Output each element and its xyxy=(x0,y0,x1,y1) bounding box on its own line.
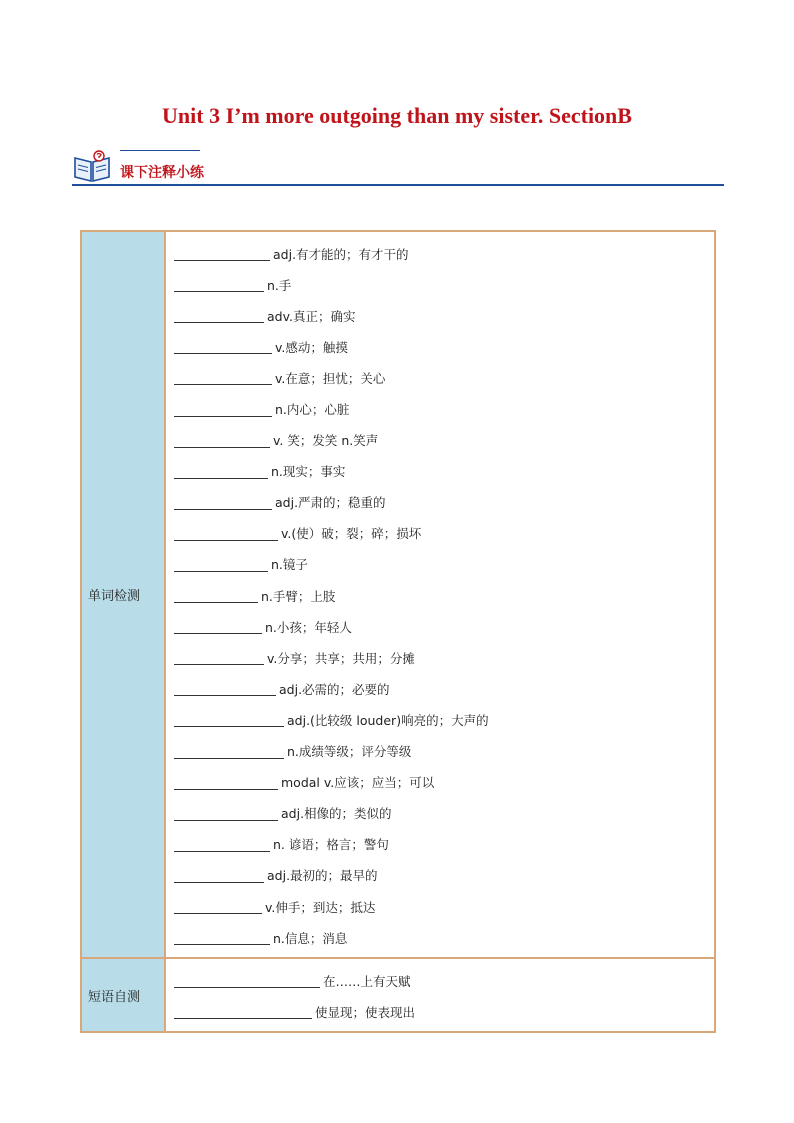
answer-blank[interactable] xyxy=(174,973,320,988)
item-definition: adj.必需的；必要的 xyxy=(279,681,390,697)
answer-blank[interactable] xyxy=(174,464,268,479)
answer-blank[interactable] xyxy=(174,930,270,945)
vocab-item xyxy=(174,300,714,331)
item-definition: v.感动；触摸 xyxy=(275,339,348,355)
vocab-row xyxy=(81,231,715,958)
answer-blank[interactable] xyxy=(174,744,284,759)
vocab-item xyxy=(174,269,714,300)
vocab-item xyxy=(174,393,714,424)
item-definition: v.分享；共享；共用；分摊 xyxy=(267,650,415,666)
answer-blank[interactable] xyxy=(174,775,278,790)
item-definition: adj.相像的；类似的 xyxy=(281,806,392,822)
header-underline xyxy=(72,184,724,186)
item-definition: modal v.应该；应当；可以 xyxy=(281,775,435,791)
item-definition: adj.严肃的；稳重的 xyxy=(275,495,386,511)
vocab-item xyxy=(174,580,714,611)
answer-blank[interactable] xyxy=(174,837,270,852)
vocab-item xyxy=(174,798,714,829)
item-definition: n.手 xyxy=(267,277,292,293)
item-definition: adj.最初的；最早的 xyxy=(267,868,378,884)
item-definition: v.伸手；到达；抵达 xyxy=(265,899,376,915)
answer-blank[interactable] xyxy=(174,868,264,883)
vocab-item xyxy=(174,518,714,549)
phrase-row xyxy=(81,958,715,1032)
vocab-item xyxy=(174,549,714,580)
phrase-category: 短语自测 xyxy=(81,958,165,1032)
answer-blank[interactable] xyxy=(174,370,272,385)
vocab-item xyxy=(174,487,714,518)
answer-blank[interactable] xyxy=(174,619,262,634)
vocab-item xyxy=(174,673,714,704)
vocab-item xyxy=(174,829,714,860)
item-definition: adj.有才能的；有才干的 xyxy=(273,246,409,262)
vocab-item xyxy=(174,922,714,953)
answer-blank[interactable] xyxy=(174,899,262,914)
vocab-items xyxy=(165,231,715,958)
answer-blank[interactable] xyxy=(174,495,272,510)
vocab-item xyxy=(174,704,714,735)
phrases-item xyxy=(174,996,714,1027)
item-definition: n.现实；事实 xyxy=(271,464,346,480)
answer-blank[interactable] xyxy=(174,588,258,603)
item-definition: n.信息；消息 xyxy=(273,930,348,946)
vocab-item xyxy=(174,362,714,393)
answer-blank[interactable] xyxy=(174,246,270,261)
section-label: 课下注释小练 xyxy=(120,165,204,181)
vocab-item xyxy=(174,425,714,456)
vocab-item xyxy=(174,238,714,269)
item-definition: adv.真正；确实 xyxy=(267,308,356,324)
vocab-item xyxy=(174,767,714,798)
answer-blank[interactable] xyxy=(174,712,284,727)
item-definition: n. 谚语；格言；警句 xyxy=(273,837,389,853)
answer-blank[interactable] xyxy=(174,402,272,417)
answer-blank[interactable] xyxy=(174,526,278,541)
book-icon xyxy=(72,150,112,184)
vocab-item xyxy=(174,860,714,891)
answer-blank[interactable] xyxy=(174,806,278,821)
answer-blank[interactable] xyxy=(174,308,264,323)
answer-blank[interactable] xyxy=(174,650,264,665)
item-definition: v.在意；担忧；关心 xyxy=(275,370,386,386)
answer-blank[interactable] xyxy=(174,681,276,696)
section-header xyxy=(72,148,724,188)
item-definition: n.小孩；年轻人 xyxy=(265,619,352,635)
vocab-item xyxy=(174,642,714,673)
header-top-rule xyxy=(120,150,200,151)
exercise-table xyxy=(80,230,716,1033)
item-definition: n.手臂；上肢 xyxy=(261,588,336,604)
vocab-category: 单词检测 xyxy=(81,231,165,958)
item-definition: v. 笑；发笑 n.笑声 xyxy=(273,433,379,449)
item-definition: v.(使）破；裂；碎；损坏 xyxy=(281,526,422,542)
item-definition: 使显现；使表现出 xyxy=(315,1004,416,1020)
vocab-item xyxy=(174,611,714,642)
item-definition: 在……上有天赋 xyxy=(323,973,411,989)
vocab-item xyxy=(174,331,714,362)
phrase-items xyxy=(165,958,715,1032)
answer-blank[interactable] xyxy=(174,339,272,354)
item-definition: n.镜子 xyxy=(271,557,308,573)
item-definition: n.内心；心脏 xyxy=(275,402,350,418)
page-title: Unit 3 I’m more outgoing than my sister. SectionB xyxy=(162,103,632,128)
phrases-item xyxy=(174,965,714,996)
item-definition: n.成绩等级；评分等级 xyxy=(287,744,412,760)
answer-blank[interactable] xyxy=(174,557,268,572)
answer-blank[interactable] xyxy=(174,277,264,292)
item-definition: adj.(比较级 louder)响亮的；大声的 xyxy=(287,712,489,728)
vocab-item xyxy=(174,736,714,767)
answer-blank[interactable] xyxy=(174,433,270,448)
answer-blank[interactable] xyxy=(174,1004,312,1019)
vocab-item xyxy=(174,891,714,922)
vocab-item xyxy=(174,456,714,487)
